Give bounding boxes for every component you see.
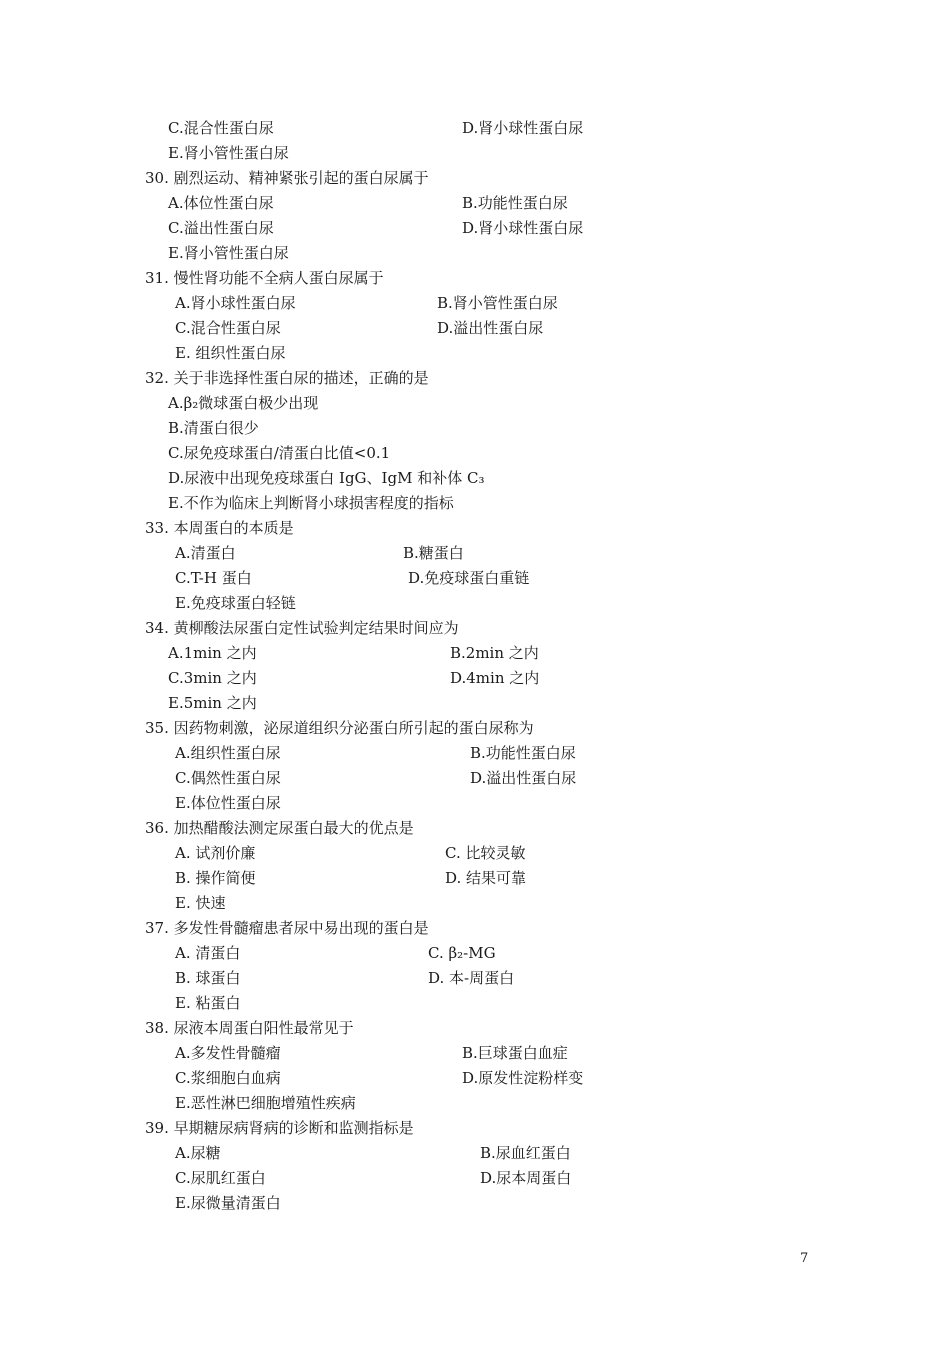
question-stem: 39. 早期糖尿病肾病的诊断和监测指标是 bbox=[145, 1119, 414, 1137]
answer-option: A.体位性蛋白尿 bbox=[168, 194, 274, 212]
answer-option: B. 球蛋白 bbox=[175, 969, 241, 987]
answer-option: B. 操作简便 bbox=[175, 869, 256, 887]
answer-option: C.溢出性蛋白尿 bbox=[168, 219, 274, 237]
answer-option: C.尿免疫球蛋白/清蛋白比值<0.1 bbox=[168, 444, 391, 462]
answer-option: E.尿微量清蛋白 bbox=[175, 1194, 281, 1212]
answer-option: A. 清蛋白 bbox=[175, 944, 241, 962]
answer-option: D.肾小球性蛋白尿 bbox=[462, 219, 584, 237]
answer-option: D.肾小球性蛋白尿 bbox=[462, 119, 584, 137]
answer-option: D. 本-周蛋白 bbox=[428, 969, 515, 987]
answer-option: D.溢出性蛋白尿 bbox=[470, 769, 577, 787]
answer-option: A.尿糖 bbox=[175, 1144, 221, 1162]
answer-option: E.肾小管性蛋白尿 bbox=[168, 244, 289, 262]
question-stem: 30. 剧烈运动、精神紧张引起的蛋白尿属于 bbox=[145, 169, 429, 187]
question-stem: 36. 加热醋酸法测定尿蛋白最大的优点是 bbox=[145, 819, 414, 837]
answer-option: E. 快速 bbox=[175, 894, 226, 912]
answer-option: E.恶性淋巴细胞增殖性疾病 bbox=[175, 1094, 356, 1112]
answer-option: A.组织性蛋白尿 bbox=[175, 744, 281, 762]
question-stem: 32. 关于非选择性蛋白尿的描述，正确的是 bbox=[145, 369, 429, 387]
answer-option: B.巨球蛋白血症 bbox=[462, 1044, 568, 1062]
answer-option: D.免疫球蛋白重链 bbox=[408, 569, 530, 587]
answer-option: E.体位性蛋白尿 bbox=[175, 794, 281, 812]
answer-option: E.免疫球蛋白轻链 bbox=[175, 594, 296, 612]
answer-option: C.混合性蛋白尿 bbox=[168, 119, 274, 137]
answer-option: B.清蛋白很少 bbox=[168, 419, 259, 437]
answer-option: E. 粘蛋白 bbox=[175, 994, 241, 1012]
answer-option: C.3min 之内 bbox=[168, 669, 257, 687]
page-number: 7 bbox=[800, 1251, 809, 1266]
answer-option: D.4min 之内 bbox=[450, 669, 540, 687]
answer-option: E.5min 之内 bbox=[168, 694, 257, 712]
answer-option: D.尿本周蛋白 bbox=[480, 1169, 572, 1187]
answer-option: A.清蛋白 bbox=[175, 544, 236, 562]
answer-option: C.尿肌红蛋白 bbox=[175, 1169, 266, 1187]
answer-option: B.功能性蛋白尿 bbox=[470, 744, 576, 762]
answer-option: C. β₂-MG bbox=[428, 944, 496, 962]
answer-option: B.肾小管性蛋白尿 bbox=[437, 294, 558, 312]
question-stem: 31. 慢性肾功能不全病人蛋白尿属于 bbox=[145, 269, 384, 287]
answer-option: A.β₂微球蛋白极少出现 bbox=[168, 394, 319, 412]
answer-option: E.肾小管性蛋白尿 bbox=[168, 144, 289, 162]
question-stem: 35. 因药物刺激，泌尿道组织分泌蛋白所引起的蛋白尿称为 bbox=[145, 719, 534, 737]
answer-option: C. 比较灵敏 bbox=[445, 844, 526, 862]
answer-option: D.原发性淀粉样变 bbox=[462, 1069, 584, 1087]
answer-option: C.浆细胞白血病 bbox=[175, 1069, 281, 1087]
answer-option: C.T-H 蛋白 bbox=[175, 569, 252, 587]
answer-option: A.肾小球性蛋白尿 bbox=[175, 294, 296, 312]
answer-option: A.多发性骨髓瘤 bbox=[175, 1044, 281, 1062]
answer-option: D.尿液中出现免疫球蛋白 IgG、IgM 和补体 C₃ bbox=[168, 469, 485, 487]
answer-option: B.尿血红蛋白 bbox=[480, 1144, 571, 1162]
question-stem: 34. 黄柳酸法尿蛋白定性试验判定结果时间应为 bbox=[145, 619, 459, 637]
answer-option: B.2min 之内 bbox=[450, 644, 539, 662]
answer-option: D.溢出性蛋白尿 bbox=[437, 319, 544, 337]
answer-option: B.糖蛋白 bbox=[403, 544, 464, 562]
question-stem: 37. 多发性骨髓瘤患者尿中易出现的蛋白是 bbox=[145, 919, 429, 937]
question-stem: 38. 尿液本周蛋白阳性最常见于 bbox=[145, 1019, 354, 1037]
answer-option: E.不作为临床上判断肾小球损害程度的指标 bbox=[168, 494, 454, 512]
answer-option: A. 试剂价廉 bbox=[175, 844, 256, 862]
answer-option: E. 组织性蛋白尿 bbox=[175, 344, 286, 362]
answer-option: D. 结果可靠 bbox=[445, 869, 527, 887]
answer-option: B.功能性蛋白尿 bbox=[462, 194, 568, 212]
answer-option: C.偶然性蛋白尿 bbox=[175, 769, 281, 787]
answer-option: A.1min 之内 bbox=[168, 644, 257, 662]
answer-option: C.混合性蛋白尿 bbox=[175, 319, 281, 337]
question-stem: 33. 本周蛋白的本质是 bbox=[145, 519, 294, 537]
